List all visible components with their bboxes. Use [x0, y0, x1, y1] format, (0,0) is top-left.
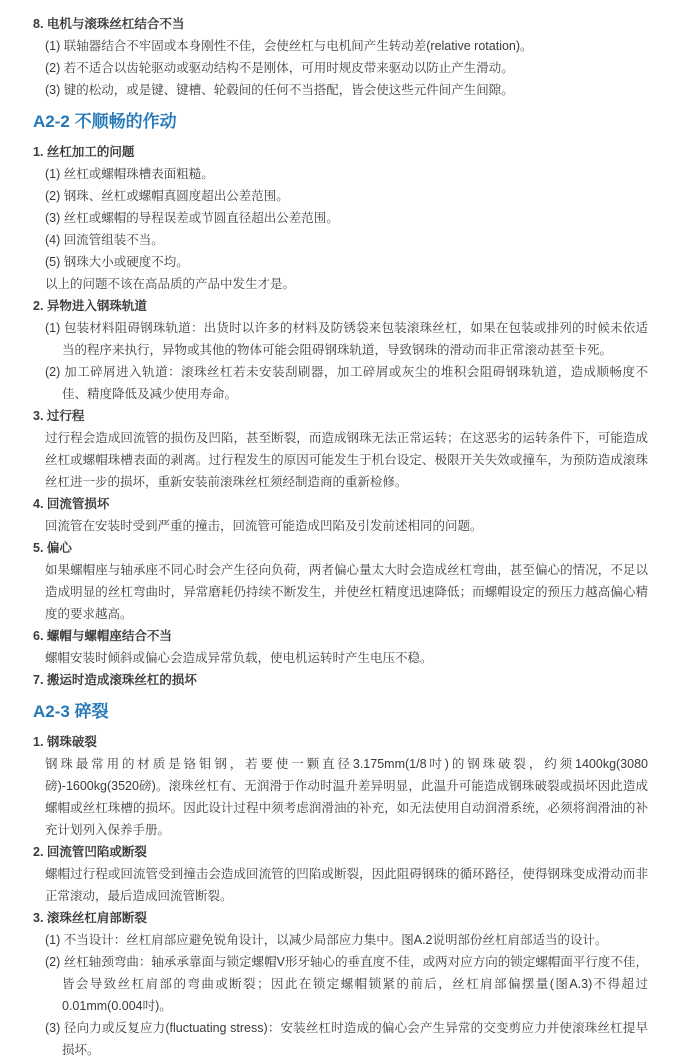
numbered-item: 6. 螺帽与螺帽座结合不当 — [33, 629, 172, 643]
list-sub-item: (5) 钢珠大小或硬度不均。 — [45, 255, 189, 269]
list-sub-item: (1) 包装材料阻碍钢珠轨道：出货时以许多的材料及防锈袋来包装滚珠丝杠，如果在包装或排列的时候未依适当的程序来执行，异物或其他的物体可能会阻碍钢珠轨道，导致钢珠的滑动而非正常滚动甚至卡死。 — [45, 321, 648, 357]
numbered-item: 8. 电机与滚珠丝杠结合不当 — [33, 17, 185, 31]
list-sub-item: (2) 若不适合以齿轮驱动或驱动结构不是刚体，可用时规皮带来驱动以防止产生滑动。 — [45, 61, 514, 75]
paragraph: 以上的问题不该在高品质的产品中发生才是。 — [45, 277, 296, 291]
numbered-item: 1. 钢珠破裂 — [33, 735, 97, 749]
list-sub-item: (2) 加工碎屑进入轨道：滚珠丝杠若未安装刮刷器，加工碎屑或灰尘的堆积会阻碍钢珠轨道，造成顺畅度不佳、精度降低及减少使用寿命。 — [45, 365, 648, 401]
list-sub-item: (1) 丝杠或螺帽珠槽表面粗糙。 — [45, 167, 214, 181]
numbered-item: 7. 搬运时造成滚珠丝杠的损坏 — [33, 673, 197, 687]
paragraph: 如果螺帽座与轴承座不同心时会产生径向负荷，两者偏心量太大时会造成丝杠弯曲，甚至偏心的情况，不足以造成明显的丝杠弯曲时，异常磨耗仍持续不断发生，并使丝杠精度迅速降低；而螺帽设定的预压力越高偏心精度的要求越高。 — [45, 563, 648, 621]
paragraph: 钢珠最常用的材质是铬钼钢，若要使一颗直径3.175mm(1/8吋)的钢珠破裂，约须1400kg(3080磅)-1600kg(3520磅)。滚珠丝杠有、无润滑于作动时温升差异明显，此温升可能造成钢珠破裂或损坏因此造成螺帽或丝杠珠槽的损坏。因此设计过程中须考虑润滑油的补充，如无法使用自动润滑系统，必须将润滑油的补充计划列入保养手册。 — [45, 757, 648, 837]
list-sub-item: (1) 联轴器结合不牢固或本身刚性不佳，会使丝杠与电机间产生转动差(relative rotation)。 — [45, 39, 533, 53]
list-sub-item: (1) 不当设计：丝杠肩部应避免锐角设计，以减少局部应力集中。图A.2说明部份丝杠肩部适当的设计。 — [45, 933, 608, 947]
list-sub-item: (4) 回流管组装不当。 — [45, 233, 164, 247]
section-heading-a2-3: A2-3 碎裂 — [33, 702, 109, 721]
list-sub-item: (3) 径向力或反复应力(fluctuating stress)：安装丝杠时造成的偏心会产生异常的交变剪应力并使滚珠丝杠提早损坏。 — [45, 1021, 648, 1057]
section-heading-a2-2: A2-2 不顺畅的作动 — [33, 112, 177, 131]
numbered-item: 2. 回流管凹陷或断裂 — [33, 845, 147, 859]
numbered-item: 3. 滚珠丝杠肩部断裂 — [33, 911, 147, 925]
paragraph: 螺帽安装时倾斜或偏心会造成异常负载，使电机运转时产生电压不稳。 — [45, 651, 433, 665]
paragraph: 回流管在安装时受到严重的撞击，回流管可能造成凹陷及引发前述相同的问题。 — [45, 519, 483, 533]
numbered-item: 4. 回流管损坏 — [33, 497, 110, 511]
numbered-item: 5. 偏心 — [33, 541, 72, 555]
list-sub-item: (3) 键的松动，或是键、键槽、轮毂间的任何不当搭配，皆会使这些元件间产生间隙。 — [45, 83, 514, 97]
list-sub-item: (2) 钢珠、丝杠或螺帽真圆度超出公差范围。 — [45, 189, 289, 203]
list-sub-item: (3) 丝杠或螺帽的导程误差或节圆直径超出公差范围。 — [45, 211, 339, 225]
paragraph: 螺帽过行程或回流管受到撞击会造成回流管的凹陷或断裂，因此阻碍钢珠的循环路径，使得钢珠变成滑动而非正常滚动，最后造成回流管断裂。 — [45, 867, 648, 903]
paragraph: 过行程会造成回流管的损伤及凹陷，甚至断裂，而造成钢珠无法正常运转；在这恶劣的运转条件下，可能造成丝杠或螺帽珠槽表面的剥离。过行程发生的原因可能发生于机台设定、极限开关失效或撞车，为预防造成滚珠丝杠进一步的损坏，重新安装前滚珠丝杠须经制造商的重新检修。 — [45, 431, 648, 489]
numbered-item: 3. 过行程 — [33, 409, 85, 423]
list-sub-item: (2) 丝杠轴颈弯曲：轴承承靠面与锁定螺帽V形牙轴心的垂直度不佳，或两对应方向的锁定螺帽面平行度不佳，皆会导致丝杠肩部的弯曲或断裂；因此在锁定螺帽锁紧的前后，丝杠肩部偏摆量(图A.3)不得超过0.01mm(0.004吋)。 — [45, 955, 648, 1013]
numbered-item: 2. 异物进入钢珠轨道 — [33, 299, 147, 313]
numbered-item: 1. 丝杠加工的问题 — [33, 145, 135, 159]
